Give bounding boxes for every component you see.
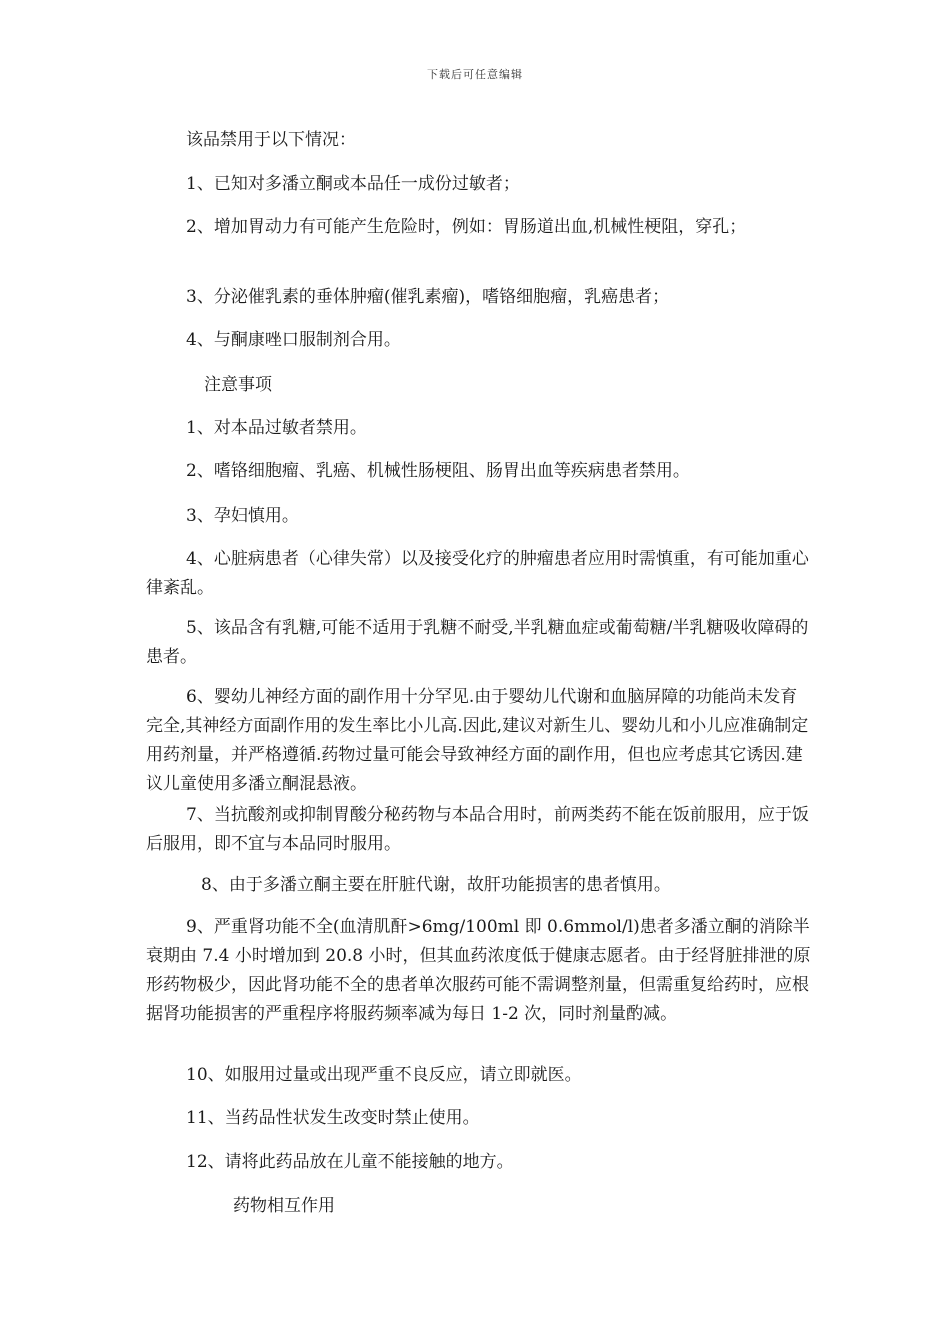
contraindication-item-1: 1、已知对多潘立酮或本品任一成份过敏者； [186,174,520,194]
precaution-item-4: 4、心脏病患者（心律失常）以及接受化疗的肿瘤患者应用时需慎重，有可能加重心律紊乱。 [146,549,809,598]
precaution-item-1: 1、对本品过敏者禁用。 [186,418,367,438]
precaution-item-3: 3、孕妇慎用。 [186,506,299,526]
precaution-item-9: 9、严重肾功能不全(血清肌酐>6mg/100ml 即 0.6mmol/l)患者多潘立酮的消除半衰期由 7.4 小时增加到 20.8 小时，但其血药浓度低于健康志愿者。由于经肾脏排泄的原形药物极少，因此肾功能不全的患者单次服药可能不需调整剂量，但需重复给药时，应根据肾功能损害的严重程序将服药频率减为每日 1-2 次，同时剂量酌减。 [146,917,811,1024]
precaution-item-6: 6、婴幼儿神经方面的副作用十分罕见.由于婴幼儿代谢和血脑屏障的功能尚未发育完全,其神经方面副作用的发生率比小儿高.因此,建议对新生儿、婴幼儿和小儿应准确制定用药剂量，并严格遵循.药物过量可能会导致神经方面的副作用，但也应考虑其它诱因.建议儿童使用多潘立酮混悬液。 [146,687,809,794]
contraindication-intro: 该品禁用于以下情况： [186,130,356,150]
precaution-item-2: 2、嗜铬细胞瘤、乳癌、机械性肠梗阻、肠胃出血等疾病患者禁用。 [186,461,690,481]
precaution-item-8: 8、由于多潘立酮主要在肝脏代谢，故肝功能损害的患者慎用。 [201,875,671,895]
page-header: 下载后可任意编辑 [427,68,523,81]
section-heading-precautions: 注意事项 [204,375,272,395]
precaution-item-5: 5、该品含有乳糖,可能不适用于乳糖不耐受,半乳糖血症或葡萄糖/半乳糖吸收障碍的患者。 [146,618,809,667]
precaution-item-12: 12、请将此药品放在儿童不能接触的地方。 [186,1152,514,1172]
precaution-item-10: 10、如服用过量或出现严重不良反应，请立即就医。 [186,1065,582,1085]
precaution-item-7: 7、当抗酸剂或抑制胃酸分秘药物与本品合用时，前两类药不能在饭前服用，应于饭后服用，即不宜与本品同时服用。 [146,805,809,854]
precaution-item-11: 11、当药品性状发生改变时禁止使用。 [186,1108,480,1128]
contraindication-item-4: 4、与酮康唑口服制剂合用。 [186,330,401,350]
section-heading-drug-interactions: 药物相互作用 [233,1196,335,1216]
contraindication-item-2: 2、增加胃动力有可能产生危险时，例如：胃肠道出血,机械性梗阻，穿孔； [186,217,747,237]
contraindication-item-3: 3、分泌催乳素的垂体肿瘤(催乳素瘤)，嗜铬细胞瘤，乳癌患者； [186,287,670,307]
